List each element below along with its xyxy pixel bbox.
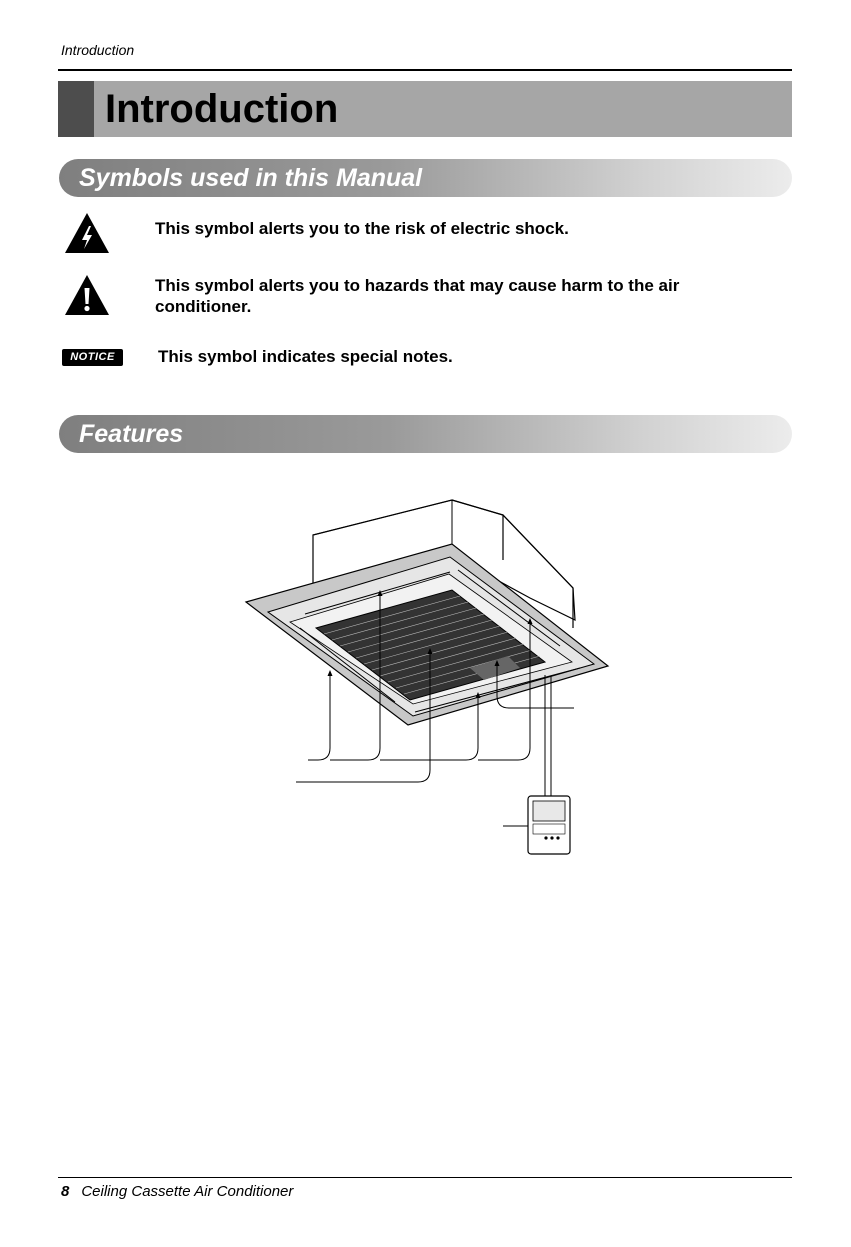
symbol-text-shock: This symbol alerts you to the risk of electric shock. <box>155 219 569 238</box>
section-heading-symbols <box>59 159 792 197</box>
section-heading-features <box>59 415 792 453</box>
ceiling-cassette-illustration <box>240 495 620 865</box>
caution-exclamation-icon <box>64 274 110 316</box>
electric-shock-warning-icon <box>64 212 110 254</box>
footer-rule <box>58 1177 792 1178</box>
title-accent-block <box>58 81 94 137</box>
symbol-text-notice: This symbol indicates special notes. <box>158 347 453 366</box>
page-footer <box>61 1183 293 1200</box>
title-bar <box>58 81 792 137</box>
remote-cable <box>545 675 551 796</box>
symbol-text-caution: This symbol alerts you to hazards that may cause harm to the air conditioner. <box>155 276 680 316</box>
running-head: Introduction <box>61 42 135 58</box>
document-title: Ceiling Cassette Air Conditioner <box>81 1183 294 1200</box>
section-heading-symbols-text: Symbols used in this Manual <box>79 164 423 192</box>
page-number: 8 <box>61 1183 70 1200</box>
notice-badge: NOTICE <box>62 349 123 366</box>
page-title: Introduction <box>105 87 339 131</box>
section-heading-features-text: Features <box>79 420 184 448</box>
header-rule <box>58 69 792 71</box>
wired-remote-controller <box>528 796 570 854</box>
